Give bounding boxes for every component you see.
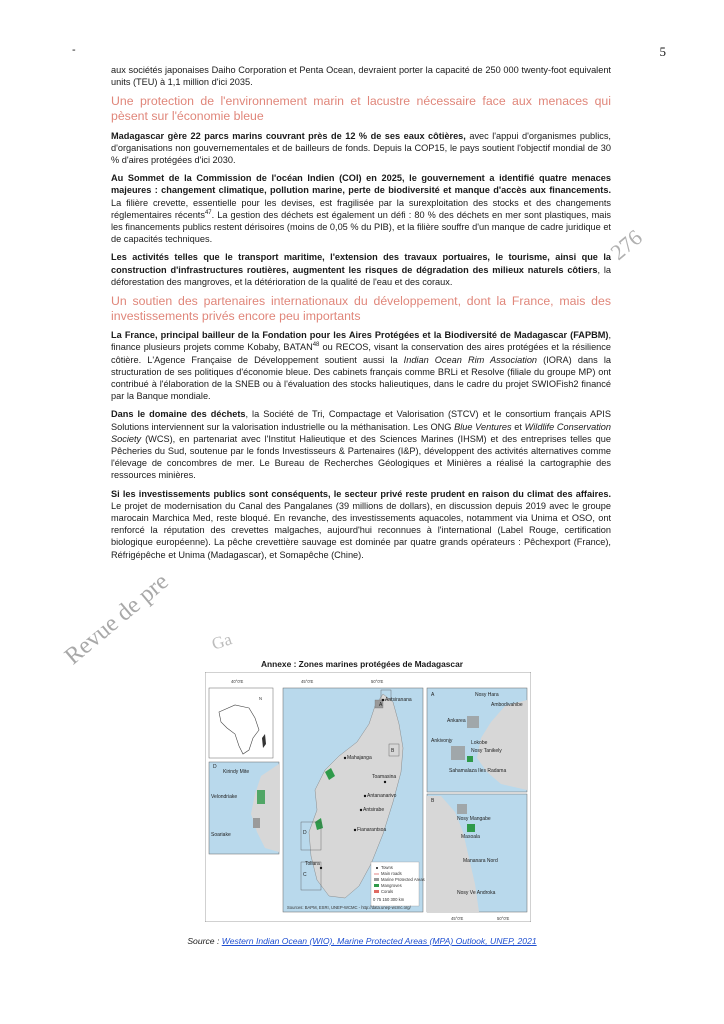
axis-lon-40: 40°0'E bbox=[231, 679, 244, 684]
main-letter-b: B bbox=[391, 748, 395, 754]
paragraph-coastal-risks: Les activités telles que le transport maritime, l'extension des travaux portuaires, le tourisme, ainsi que la construction d'infrastructures routières, augmentent les risques de dégradation des milieux naturels côtiers, la déforestation des mangroves, et la détérioration de la qualité de l'eau et des coraux. bbox=[111, 252, 611, 287]
mpa-map bbox=[205, 672, 531, 922]
inset-africa-locator bbox=[209, 688, 273, 758]
label-nosy-hara: Nosy Hara bbox=[475, 692, 499, 698]
source-link[interactable]: Western Indian Ocean (WIO), Marine Protected Areas (MPA) Outlook, UNEP, 2021 bbox=[221, 936, 537, 946]
article-body bbox=[111, 64, 611, 567]
page-number: 5 bbox=[659, 44, 666, 59]
axis-lon-45-bottom: 45°0'E bbox=[451, 916, 464, 921]
label-kirindy-mite: Kirindy Mite bbox=[223, 769, 250, 775]
intro-paragraph: aux sociétés japonaises Daiho Corporation et Penta Ocean, devraient porter la capacité de 250 000 twenty-foot equivalent units (TEU) à 1,1 million d'ici 2035. bbox=[111, 65, 611, 88]
label-ankarea: Ankarea bbox=[447, 718, 466, 724]
footnote-ref-48[interactable]: 48 bbox=[312, 342, 320, 349]
north-arrow-icon: N bbox=[259, 696, 263, 701]
town-antsirabe: Antsirabe bbox=[363, 807, 385, 813]
header-mark: - bbox=[72, 44, 76, 56]
town-antananarivo: Antananarivo bbox=[367, 793, 397, 799]
town-toliara: Toliara bbox=[305, 861, 320, 867]
label-sahamalaza: Sahamalaza Iles Radama bbox=[449, 768, 507, 774]
paragraph-france-fapbm: La France, principal bailleur de la Fondation pour les Aires Protégées et la Biodiversité de Madagascar (FAPBM), finance plusieurs projets comme Kobaby, BATAN$^{48}$ ou RECOS, visant la conservation des aires protégées et la résilience côtière. L'Agence Française de Développement soutient aussi la Indian Ocean Rim Association (IORA) dans la structuration de ses politiques d'économie bleue. Des cabinets français comme BRLi et Resolve (filiale du groupe MP) ont contribué à l'élaboration de la SNEB ou à l'évaluation des stocks halieutiques, dans le cadre du projet SWIOFish2 financé par la Banque mondiale. bbox=[111, 330, 612, 402]
town-toamasina: Toamasina bbox=[372, 774, 397, 780]
label-nosy-tanikely: Nosy Tanikely bbox=[471, 748, 502, 754]
watermark-number: 276 bbox=[605, 224, 647, 265]
section-heading-partners: Un soutien des partenaires internationaux du développement, dont la France, mais des investissements privés encore peu importants bbox=[111, 294, 611, 323]
main-letter-d: D bbox=[303, 830, 307, 836]
town-antsiranana: Antsiranana bbox=[385, 697, 412, 703]
town-mahajanga: Mahajanga bbox=[347, 755, 372, 761]
axis-lon-45: 45°0'E bbox=[301, 679, 314, 684]
map-credit: Sources: BAPM, ESRI, UNEP-WCMC - http://data.unep-wcmc.org/ bbox=[287, 905, 411, 910]
label-ambodivahibe: Ambodivahibe bbox=[491, 702, 523, 708]
main-letter-c: C bbox=[303, 872, 307, 878]
footnote-ref-47[interactable]: 47 bbox=[204, 209, 212, 216]
scale-bar: 0 75 150 300 km bbox=[373, 897, 405, 902]
label-lokobe: Lokobe bbox=[471, 740, 488, 746]
watermark-small: Ga bbox=[209, 629, 235, 654]
label-ankivonjy: Ankivonjy bbox=[431, 738, 453, 744]
legend-mangroves: Mangroves bbox=[381, 883, 402, 888]
annex-source: Source : Western Indian Ocean (WIO), Marine Protected Areas (MPA) Outlook, UNEP, 2021 bbox=[187, 936, 537, 946]
paragraph-waste: Dans le domaine des déchets, la Société de Tri, Compactage et Valorisation (STCV) et le consortium français APIS Solutions interviennent sur la valorisation industrielle ou la méthanisation. Les ONG Blue Ventures et Wildlife Conservation Society (WCS), en partenariat avec l'Institut Halieutique et des Sciences Marines (IHSM) et des entreprises telles que Pêcheries du Sud, soutenue par le fonds Investisseurs & Partenaires (I&P), développent des activités alternatives comme l'élevage de concombres de mer. Le Bureau de Recherches Géologiques et Minières a réalisé la cartographie des ressources minières. bbox=[111, 409, 612, 481]
section-heading-environment: Une protection de l'environnement marin et lacustre nécessaire face aux menaces qui pèsent sur l'économie bleue bbox=[111, 94, 611, 123]
paragraph-coi-summit: Au Sommet de la Commission de l'océan Indien (COI) en 2025, le gouvernement a identifié quatre menaces majeures : changement climatique, pollution marine, perte de biodiversité et manque d'accès aux financements. La filière crevette, essentielle pour les devises, est fragilisée par la surexploitation des stocks et des changements réglementaires récents$^{47}$. La gestion des déchets est également un défi : 80 % des déchets en mer sont plastiques, mais les financements publics restent dérisoires (moins de 0,05 % du PIB), et la filière souffre d'un manque de cadre juridique et de capacités techniques. bbox=[111, 173, 611, 245]
legend-corals: Corals bbox=[381, 889, 394, 894]
annex-title: Annexe : Zones marines protégées de Madagascar bbox=[260, 659, 463, 669]
inset-letter-d: D bbox=[213, 764, 217, 770]
axis-lon-50-bottom: 50°0'E bbox=[497, 916, 510, 921]
inset-letter-a: A bbox=[431, 692, 435, 698]
label-nosy-ve: Nosy Ve Androka bbox=[457, 890, 496, 896]
inset-letter-b: B bbox=[431, 798, 435, 804]
axis-lon-50: 50°0'E bbox=[371, 679, 384, 684]
label-mananara: Mananara Nord bbox=[463, 858, 498, 864]
paragraph-investments: Si les investissements publics sont conséquents, le secteur privé reste prudent en raison du climat des affaires. Le projet de modernisation du Canal des Pangalanes (39 millions de dollars), en discussion depuis 2019 avec le groupe marocain Marchica Med, reste bloqué. En revanche, des investissements aquacoles, notamment via Unima et OSO, ont renforcé la réputation des crevettes malgaches, aujourd'hui reconnues à l'international (Label Rouge, certification biologique européenne). La pêche crevettière sauvage est dominée par quatre grands opérateurs : Pêchexport (France), Réfrigépêche et Unima (Madagascar), et Somapêche (Chine). bbox=[111, 488, 611, 560]
legend-towns: Towns bbox=[381, 865, 393, 870]
label-velondriake: Velondriake bbox=[211, 794, 238, 800]
legend-mpa: Marine Protected Areas bbox=[381, 877, 425, 882]
label-nosy-mangabe: Nosy Mangabe bbox=[457, 816, 491, 822]
legend-roads: Main roads bbox=[381, 871, 402, 876]
main-letter-a: A bbox=[379, 702, 383, 708]
paragraph-marine-parks: Madagascar gère 22 parcs marins couvrant près de 12 % de ses eaux côtières, avec l'appui d'organismes publics, d'organisations non gouvernementales et de bailleurs de fonds. Depuis la COP15, le pays soutient l'objectif mondial de 30 % d'aires protégées d'ici 2030. bbox=[111, 130, 611, 165]
label-masoala: Masoala bbox=[461, 834, 480, 840]
town-fianarantsoa: Fianarantsoa bbox=[357, 827, 387, 833]
watermark-main: Revue de pre bbox=[60, 568, 174, 670]
label-soariake: Soariake bbox=[211, 832, 231, 838]
